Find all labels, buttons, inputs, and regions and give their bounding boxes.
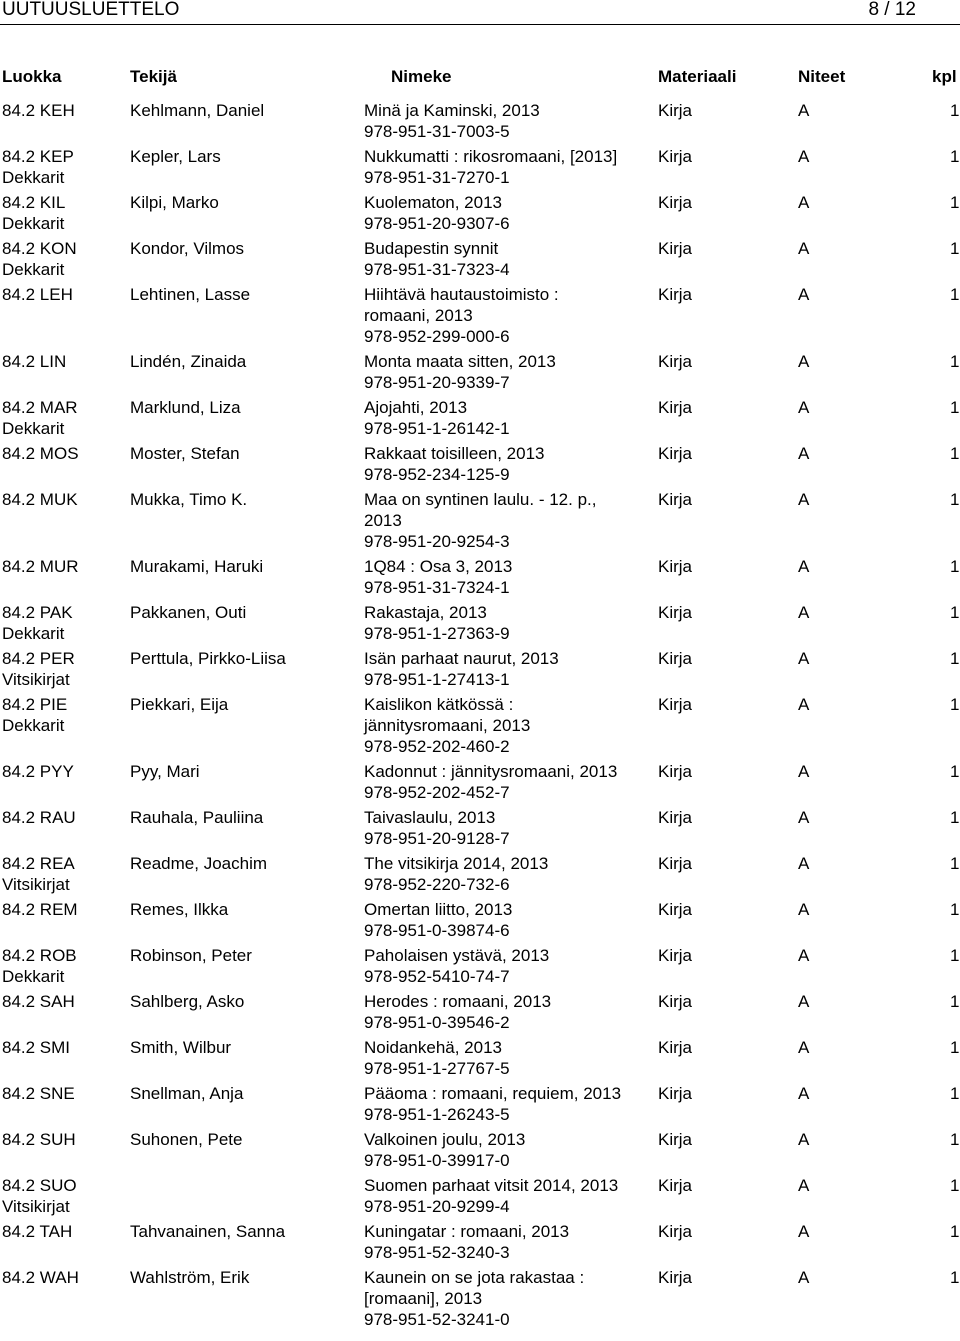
column-header-tekija: Tekijä	[130, 67, 177, 86]
class-line: 84.2 MOS	[2, 444, 79, 463]
count-cell: 1	[950, 808, 960, 827]
title-line: The vitsikirja 2014, 2013	[364, 854, 549, 873]
copies-code-cell: A	[798, 808, 810, 827]
copies-code-cell: A	[798, 1130, 810, 1149]
class-cell	[2, 807, 127, 828]
title-line: jännitysromaani, 2013	[364, 716, 531, 735]
material-cell: Kirja	[658, 649, 693, 668]
title-cell	[364, 1037, 654, 1079]
material-cell: Kirja	[658, 695, 693, 714]
title-line: Ajojahti, 2013	[364, 398, 468, 417]
copies-code-cell: A	[798, 490, 810, 509]
title-cell	[364, 238, 654, 280]
author-cell: Lehtinen, Lasse	[130, 285, 251, 304]
material-cell: Kirja	[658, 946, 693, 965]
class-line: Vitsikirjat	[2, 1197, 70, 1216]
title-line: 978-952-220-732-6	[364, 875, 510, 894]
count-cell: 1	[950, 854, 960, 873]
title-cell	[364, 853, 654, 895]
column-header-niteet: Niteet	[798, 67, 846, 86]
table-row	[0, 556, 960, 602]
copies-code-cell: A	[798, 1176, 810, 1195]
class-cell	[2, 1175, 127, 1217]
count-cell: 1	[950, 147, 960, 166]
table-row	[0, 1083, 960, 1129]
author-cell: Robinson, Peter	[130, 946, 252, 965]
copies-code-cell: A	[798, 1268, 810, 1287]
class-line: 84.2 TAH	[2, 1222, 73, 1241]
class-cell	[2, 443, 127, 464]
table-row	[0, 1267, 960, 1334]
material-cell: Kirja	[658, 900, 693, 919]
copies-code-cell: A	[798, 352, 810, 371]
title-line: 978-951-52-3240-3	[364, 1243, 510, 1262]
title-line: Pääoma : romaani, requiem, 2013	[364, 1084, 622, 1103]
author-cell: Perttula, Pirkko-Liisa	[130, 649, 286, 668]
table-row	[0, 991, 960, 1037]
title-line: 978-951-1-27767-5	[364, 1059, 510, 1078]
table-row	[0, 945, 960, 991]
title-line: 978-951-1-27413-1	[364, 670, 510, 689]
class-line: 84.2 SAH	[2, 992, 75, 1011]
title-line: 978-951-20-9254-3	[364, 532, 510, 551]
author-cell: Suhonen, Pete	[130, 1130, 243, 1149]
material-cell: Kirja	[658, 398, 693, 417]
author-cell: Readme, Joachim	[130, 854, 268, 873]
title-cell	[364, 899, 654, 941]
title-cell	[364, 1175, 654, 1217]
class-cell	[2, 100, 127, 121]
class-line: Dekkarit	[2, 168, 65, 187]
count-cell: 1	[950, 557, 960, 576]
count-cell: 1	[950, 695, 960, 714]
title-cell	[364, 945, 654, 987]
column-header-kpl: kpl	[932, 67, 957, 86]
class-line: Vitsikirjat	[2, 875, 70, 894]
copies-code-cell: A	[798, 649, 810, 668]
author-cell: Rauhala, Pauliina	[130, 808, 264, 827]
count-cell: 1	[950, 1268, 960, 1287]
author-cell: Wahlström, Erik	[130, 1268, 250, 1287]
copies-code-cell: A	[798, 854, 810, 873]
material-cell: Kirja	[658, 193, 693, 212]
table-row	[0, 351, 960, 397]
title-line: 978-951-20-9307-6	[364, 214, 510, 233]
class-cell	[2, 1083, 127, 1104]
author-cell: Marklund, Liza	[130, 398, 241, 417]
class-line: 84.2 LEH	[2, 285, 73, 304]
title-line: 978-951-20-9299-4	[364, 1197, 510, 1216]
table-row	[0, 284, 960, 351]
title-cell	[364, 192, 654, 234]
copies-code-cell: A	[798, 285, 810, 304]
title-cell	[364, 443, 654, 485]
title-cell	[364, 1267, 654, 1330]
title-line: Rakastaja, 2013	[364, 603, 487, 622]
class-cell	[2, 351, 127, 372]
title-cell	[364, 556, 654, 598]
material-cell: Kirja	[658, 1176, 693, 1195]
table-row	[0, 648, 960, 694]
title-cell	[364, 694, 654, 757]
class-line: 84.2 PAK	[2, 603, 73, 622]
count-cell: 1	[950, 900, 960, 919]
count-cell: 1	[950, 762, 960, 781]
title-line: 978-951-1-26243-5	[364, 1105, 510, 1124]
title-line: Kuningatar : romaani, 2013	[364, 1222, 570, 1241]
title-line: Taivaslaulu, 2013	[364, 808, 496, 827]
title-line: Isän parhaat naurut, 2013	[364, 649, 559, 668]
title-line: 978-952-202-452-7	[364, 783, 510, 802]
copies-code-cell: A	[798, 1084, 810, 1103]
copies-code-cell: A	[798, 762, 810, 781]
title-line: Nukkumatti : rikosromaani, [2013]	[364, 147, 618, 166]
class-cell	[2, 1129, 127, 1150]
title-line: 978-951-31-7324-1	[364, 578, 510, 597]
author-cell: Murakami, Haruki	[130, 557, 264, 576]
title-line: 978-951-0-39874-6	[364, 921, 510, 940]
title-line: Minä ja Kaminski, 2013	[364, 101, 540, 120]
copies-code-cell: A	[798, 992, 810, 1011]
count-cell: 1	[950, 239, 960, 258]
table-row	[0, 602, 960, 648]
class-line: 84.2 SUO	[2, 1176, 77, 1195]
class-cell	[2, 1037, 127, 1058]
title-line: Kaislikon kätkössä :	[364, 695, 514, 714]
material-cell: Kirja	[658, 762, 693, 781]
copies-code-cell: A	[798, 603, 810, 622]
count-cell: 1	[950, 1176, 960, 1195]
copies-code-cell: A	[798, 1222, 810, 1241]
material-cell: Kirja	[658, 352, 693, 371]
material-cell: Kirja	[658, 557, 693, 576]
title-line: 978-951-1-27363-9	[364, 624, 510, 643]
author-cell: Pyy, Mari	[130, 762, 200, 781]
material-cell: Kirja	[658, 285, 693, 304]
count-cell: 1	[950, 1038, 960, 1057]
title-cell	[364, 100, 654, 142]
class-line: 84.2 KEH	[2, 101, 75, 120]
author-cell: Tahvanainen, Sanna	[130, 1222, 286, 1241]
title-cell	[364, 284, 654, 347]
table-row	[0, 146, 960, 192]
table-row	[0, 443, 960, 489]
material-cell: Kirja	[658, 444, 693, 463]
class-line: 84.2 LIN	[2, 352, 67, 371]
table-row	[0, 694, 960, 761]
class-line: 84.2 KIL	[2, 193, 66, 212]
title-cell	[364, 1129, 654, 1171]
title-line: Valkoinen joulu, 2013	[364, 1130, 526, 1149]
class-cell	[2, 899, 127, 920]
table-row	[0, 192, 960, 238]
title-line: 978-952-299-000-6	[364, 327, 510, 346]
class-cell	[2, 192, 127, 234]
table-row	[0, 807, 960, 853]
title-cell	[364, 489, 654, 552]
count-cell: 1	[950, 1084, 960, 1103]
material-cell: Kirja	[658, 1130, 693, 1149]
title-line: 2013	[364, 511, 402, 530]
count-cell: 1	[950, 649, 960, 668]
class-line: Dekkarit	[2, 419, 65, 438]
table-row	[0, 100, 960, 146]
class-cell	[2, 602, 127, 644]
table-row	[0, 397, 960, 443]
title-line: Rakkaat toisilleen, 2013	[364, 444, 545, 463]
title-cell	[364, 397, 654, 439]
class-cell	[2, 284, 127, 305]
title-cell	[364, 602, 654, 644]
column-header-luokka: Luokka	[2, 67, 62, 86]
title-line: Maa on syntinen laulu. - 12. p.,	[364, 490, 597, 509]
count-cell: 1	[950, 444, 960, 463]
title-line: 978-952-202-460-2	[364, 737, 510, 756]
title-line: Paholaisen ystävä, 2013	[364, 946, 550, 965]
title-line: 978-951-20-9128-7	[364, 829, 510, 848]
page-number: 8 / 12	[868, 0, 916, 20]
author-cell: Pakkanen, Outi	[130, 603, 247, 622]
class-line: 84.2 WAH	[2, 1268, 79, 1287]
class-line: 84.2 REA	[2, 854, 75, 873]
title-line: Hiihtävä hautaustoimisto :	[364, 285, 559, 304]
copies-code-cell: A	[798, 444, 810, 463]
material-cell: Kirja	[658, 1222, 693, 1241]
copies-code-cell: A	[798, 193, 810, 212]
author-cell: Kondor, Vilmos	[130, 239, 245, 258]
author-cell: Kilpi, Marko	[130, 193, 219, 212]
class-line: 84.2 PYY	[2, 762, 74, 781]
author-cell: Snellman, Anja	[130, 1084, 244, 1103]
title-cell	[364, 1221, 654, 1263]
copies-code-cell: A	[798, 695, 810, 714]
class-line: Vitsikirjat	[2, 670, 70, 689]
copies-code-cell: A	[798, 101, 810, 120]
class-cell	[2, 556, 127, 577]
title-line: 978-952-5410-74-7	[364, 967, 510, 986]
count-cell: 1	[950, 1222, 960, 1241]
document-title: UUTUUSLUETTELO	[2, 0, 180, 20]
count-cell: 1	[950, 193, 960, 212]
count-cell: 1	[950, 352, 960, 371]
title-line: Kaunein on se jota rakastaa :	[364, 1268, 585, 1287]
count-cell: 1	[950, 946, 960, 965]
table-row	[0, 899, 960, 945]
page-header	[0, 0, 960, 25]
title-line: 978-951-20-9339-7	[364, 373, 510, 392]
class-line: 84.2 SMI	[2, 1038, 71, 1057]
class-line: Dekkarit	[2, 624, 65, 643]
class-line: Dekkarit	[2, 260, 65, 279]
title-line: Omertan liitto, 2013	[364, 900, 513, 919]
title-line: 978-952-234-125-9	[364, 465, 510, 484]
title-line: 978-951-31-7003-5	[364, 122, 510, 141]
count-cell: 1	[950, 1130, 960, 1149]
copies-code-cell: A	[798, 239, 810, 258]
title-line: Noidankehä, 2013	[364, 1038, 503, 1057]
title-line: Kuolematon, 2013	[364, 193, 502, 212]
class-line: 84.2 ROB	[2, 946, 77, 965]
author-cell: Kepler, Lars	[130, 147, 221, 166]
class-cell	[2, 489, 127, 510]
table-row	[0, 1221, 960, 1267]
title-line: Monta maata sitten, 2013	[364, 352, 556, 371]
author-cell: Smith, Wilbur	[130, 1038, 232, 1057]
table-row	[0, 238, 960, 284]
class-cell	[2, 146, 127, 188]
material-cell: Kirja	[658, 1268, 693, 1287]
material-cell: Kirja	[658, 239, 693, 258]
title-cell	[364, 648, 654, 690]
class-line: Dekkarit	[2, 967, 65, 986]
class-cell	[2, 238, 127, 280]
class-cell	[2, 648, 127, 690]
title-line: [romaani], 2013	[364, 1289, 483, 1308]
class-line: Dekkarit	[2, 214, 65, 233]
material-cell: Kirja	[658, 992, 693, 1011]
count-cell: 1	[950, 490, 960, 509]
title-cell	[364, 146, 654, 188]
class-line: 84.2 PER	[2, 649, 75, 668]
class-cell	[2, 397, 127, 439]
count-cell: 1	[950, 398, 960, 417]
class-line: 84.2 SNE	[2, 1084, 75, 1103]
author-cell: Lindén, Zinaida	[130, 352, 247, 371]
class-cell	[2, 853, 127, 895]
class-line: 84.2 PIE	[2, 695, 68, 714]
title-line: Suomen parhaat vitsit 2014, 2013	[364, 1176, 619, 1195]
material-cell: Kirja	[658, 1084, 693, 1103]
class-cell	[2, 1221, 127, 1242]
material-cell: Kirja	[658, 603, 693, 622]
class-line: 84.2 REM	[2, 900, 78, 919]
class-line: 84.2 MUR	[2, 557, 79, 576]
copies-code-cell: A	[798, 398, 810, 417]
copies-code-cell: A	[798, 946, 810, 965]
column-header-materiaali: Materiaali	[658, 67, 737, 86]
class-line: 84.2 KON	[2, 239, 77, 258]
count-cell: 1	[950, 285, 960, 304]
class-cell	[2, 761, 127, 782]
material-cell: Kirja	[658, 101, 693, 120]
title-line: Kadonnut : jännitysromaani, 2013	[364, 762, 618, 781]
title-line: 1Q84 : Osa 3, 2013	[364, 557, 513, 576]
material-cell: Kirja	[658, 854, 693, 873]
title-line: 978-951-1-26142-1	[364, 419, 510, 438]
title-cell	[364, 761, 654, 803]
title-cell	[364, 351, 654, 393]
title-line: 978-951-0-39546-2	[364, 1013, 510, 1032]
copies-code-cell: A	[798, 557, 810, 576]
class-cell	[2, 694, 127, 736]
material-cell: Kirja	[658, 490, 693, 509]
title-line: 978-951-31-7270-1	[364, 168, 510, 187]
class-line: 84.2 KEP	[2, 147, 74, 166]
count-cell: 1	[950, 992, 960, 1011]
title-line: romaani, 2013	[364, 306, 473, 325]
table-row	[0, 1037, 960, 1083]
class-line: 84.2 RAU	[2, 808, 76, 827]
class-cell	[2, 1267, 127, 1288]
table-row	[0, 1175, 960, 1221]
author-cell: Kehlmann, Daniel	[130, 101, 265, 120]
author-cell: Remes, Ilkka	[130, 900, 229, 919]
copies-code-cell: A	[798, 1038, 810, 1057]
table-row	[0, 853, 960, 899]
class-line: 84.2 MUK	[2, 490, 78, 509]
table-row	[0, 489, 960, 556]
table-row	[0, 1129, 960, 1175]
author-cell: Moster, Stefan	[130, 444, 240, 463]
copies-code-cell: A	[798, 900, 810, 919]
class-line: Dekkarit	[2, 716, 65, 735]
count-cell: 1	[950, 101, 960, 120]
title-line: 978-951-31-7323-4	[364, 260, 510, 279]
class-line: 84.2 SUH	[2, 1130, 76, 1149]
title-cell	[364, 1083, 654, 1125]
copies-code-cell: A	[798, 147, 810, 166]
title-line: 978-951-0-39917-0	[364, 1151, 510, 1170]
author-cell: Mukka, Timo K.	[130, 490, 248, 509]
material-cell: Kirja	[658, 147, 693, 166]
title-line: 978-951-52-3241-0	[364, 1310, 510, 1329]
table-row	[0, 761, 960, 807]
catalogue-list	[0, 100, 960, 1334]
author-cell: Piekkari, Eija	[130, 695, 229, 714]
author-cell: Sahlberg, Asko	[130, 992, 245, 1011]
title-cell	[364, 991, 654, 1033]
class-cell	[2, 991, 127, 1012]
title-line: Herodes : romaani, 2013	[364, 992, 552, 1011]
title-line: Budapestin synnit	[364, 239, 499, 258]
title-cell	[364, 807, 654, 849]
count-cell: 1	[950, 603, 960, 622]
material-cell: Kirja	[658, 808, 693, 827]
column-header-nimeke: Nimeke	[391, 67, 452, 86]
class-cell	[2, 945, 127, 987]
class-line: 84.2 MAR	[2, 398, 78, 417]
material-cell: Kirja	[658, 1038, 693, 1057]
